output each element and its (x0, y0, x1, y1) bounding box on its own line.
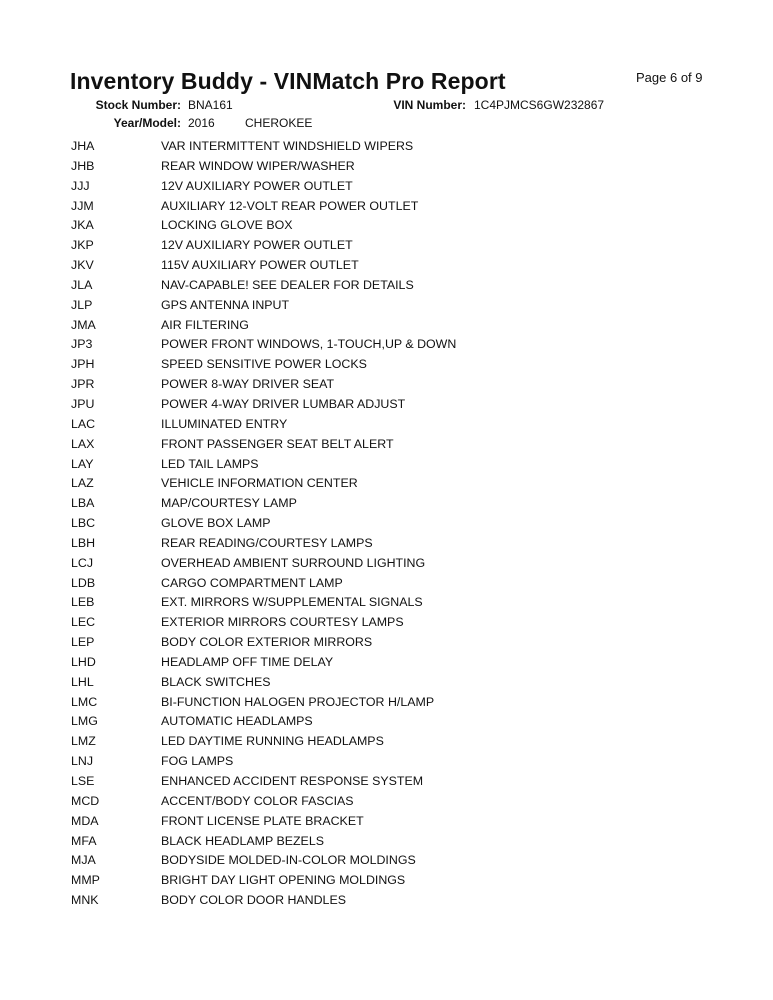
option-description: BODYSIDE MOLDED-IN-COLOR MOLDINGS (161, 853, 416, 868)
year-value: 2016 (188, 116, 215, 130)
option-row (71, 157, 456, 177)
option-row (71, 772, 456, 792)
option-description: GPS ANTENNA INPUT (161, 297, 290, 312)
option-row (71, 276, 456, 296)
option-code: MJA (71, 853, 96, 868)
option-code: LAC (71, 416, 96, 431)
option-code: JLA (71, 277, 93, 292)
option-row (71, 236, 456, 256)
option-row (71, 792, 456, 812)
option-description: FRONT LICENSE PLATE BRACKET (161, 813, 364, 828)
option-row (71, 673, 456, 693)
option-description: VEHICLE INFORMATION CENTER (161, 476, 358, 491)
option-code: LMC (71, 694, 98, 709)
option-row (71, 851, 456, 871)
option-code: LBH (71, 535, 96, 550)
option-row (71, 474, 456, 494)
option-code: JPR (71, 377, 95, 392)
option-code: LHD (71, 654, 96, 669)
option-description: VAR INTERMITTENT WINDSHIELD WIPERS (161, 139, 414, 153)
option-description: EXTERIOR MIRRORS COURTESY LAMPS (161, 615, 404, 630)
option-description: NAV-CAPABLE! SEE DEALER FOR DETAILS (161, 277, 414, 292)
option-row (71, 197, 456, 217)
option-description: POWER FRONT WINDOWS, 1-TOUCH,UP & DOWN (161, 337, 457, 352)
option-description: BODY COLOR DOOR HANDLES (161, 893, 346, 908)
stock-number-label: Stock Number: (95, 98, 181, 112)
report-title: Inventory Buddy - VINMatch Pro Report (70, 68, 506, 94)
option-code: MDA (71, 813, 99, 828)
option-code: JMA (71, 317, 96, 332)
option-code: JLP (71, 297, 93, 312)
option-row (71, 752, 456, 772)
option-code: JJJ (71, 178, 90, 193)
option-code: JP3 (71, 337, 93, 352)
option-row (71, 316, 456, 336)
option-description: HEADLAMP OFF TIME DELAY (161, 654, 334, 669)
option-code: LBC (71, 516, 96, 531)
option-description: CARGO COMPARTMENT LAMP (161, 575, 343, 590)
option-description: AUXILIARY 12-VOLT REAR POWER OUTLET (161, 198, 419, 213)
option-row (71, 375, 456, 395)
option-row (71, 534, 456, 554)
option-description: BLACK HEADLAMP BEZELS (161, 833, 324, 848)
option-description: 12V AUXILIARY POWER OUTLET (161, 238, 353, 253)
option-code: MCD (71, 793, 100, 808)
option-description: LED TAIL LAMPS (161, 456, 259, 471)
option-description: AIR FILTERING (161, 317, 249, 332)
option-code: LSE (71, 774, 95, 788)
option-row (71, 514, 456, 534)
option-code: LAZ (71, 476, 94, 491)
option-description: MAP/COURTESY LAMP (161, 496, 297, 511)
option-row (71, 554, 456, 574)
option-description: POWER 4-WAY DRIVER LUMBAR ADJUST (161, 396, 406, 411)
option-row (71, 415, 456, 435)
option-code: LHL (71, 674, 94, 689)
option-row (71, 216, 456, 236)
option-row (71, 633, 456, 653)
option-description: SPEED SENSITIVE POWER LOCKS (161, 357, 367, 372)
option-code: MMP (71, 873, 100, 888)
vin-number-value: 1C4PJMCS6GW232867 (474, 98, 605, 112)
option-row (71, 335, 456, 355)
option-row (71, 693, 456, 713)
model-value: CHEROKEE (245, 116, 313, 130)
option-row (71, 355, 456, 375)
option-row (71, 494, 456, 514)
option-code: LEC (71, 615, 96, 630)
option-code: LAY (71, 456, 94, 471)
page-number: Page 6 of 9 (636, 70, 703, 85)
option-code: LEP (71, 635, 95, 650)
option-code: LBA (71, 496, 95, 511)
option-code: JPU (71, 396, 95, 411)
option-description: FOG LAMPS (161, 754, 234, 769)
option-description: REAR READING/COURTESY LAMPS (161, 535, 373, 550)
option-row (71, 137, 456, 157)
option-code: JKA (71, 218, 94, 233)
option-description: BRIGHT DAY LIGHT OPENING MOLDINGS (161, 873, 406, 888)
option-code: MNK (71, 893, 99, 908)
option-description: ACCENT/BODY COLOR FASCIAS (161, 793, 354, 808)
option-code: MFA (71, 833, 97, 848)
option-row (71, 732, 456, 752)
option-description: ENHANCED ACCIDENT RESPONSE SYSTEM (161, 774, 424, 788)
vin-number-label: VIN Number: (393, 98, 466, 112)
option-description: AUTOMATIC HEADLAMPS (161, 714, 313, 729)
option-description: ILLUMINATED ENTRY (161, 416, 288, 431)
option-code: JJM (71, 198, 94, 213)
option-code: LCJ (71, 555, 94, 570)
option-row (71, 712, 456, 732)
option-description: OVERHEAD AMBIENT SURROUND LIGHTING (161, 555, 426, 570)
option-code: LMZ (71, 734, 96, 749)
year-model-label: Year/Model: (113, 116, 181, 130)
option-description: BLACK SWITCHES (161, 674, 271, 689)
option-code: JHB (71, 158, 95, 173)
option-row (71, 574, 456, 594)
option-code-list (71, 137, 456, 911)
option-description: REAR WINDOW WIPER/WASHER (161, 158, 355, 173)
option-row (71, 296, 456, 316)
option-code: LDB (71, 575, 96, 590)
option-description: GLOVE BOX LAMP (161, 516, 271, 531)
option-description: 115V AUXILIARY POWER OUTLET (161, 258, 359, 273)
option-description: LED DAYTIME RUNNING HEADLAMPS (161, 734, 384, 749)
option-row (71, 891, 456, 911)
option-code: JPH (71, 357, 95, 372)
option-code: JKP (71, 238, 94, 253)
option-description: EXT. MIRRORS W/SUPPLEMENTAL SIGNALS (161, 595, 423, 610)
option-description: FRONT PASSENGER SEAT BELT ALERT (161, 436, 394, 451)
option-row (71, 812, 456, 832)
option-row (71, 455, 456, 475)
option-row (71, 395, 456, 415)
option-row (71, 177, 456, 197)
option-row (71, 435, 456, 455)
option-row (71, 256, 456, 276)
stock-number-value: BNA161 (188, 98, 233, 112)
option-code: JHA (71, 139, 95, 153)
option-code: LAX (71, 436, 95, 451)
option-row (71, 593, 456, 613)
option-description: BODY COLOR EXTERIOR MIRRORS (161, 635, 373, 650)
option-description: POWER 8-WAY DRIVER SEAT (161, 377, 335, 392)
option-code: LNJ (71, 754, 94, 769)
option-description: BI-FUNCTION HALOGEN PROJECTOR H/LAMP (161, 694, 435, 709)
option-row (71, 832, 456, 852)
option-code: LEB (71, 595, 95, 610)
option-description: 12V AUXILIARY POWER OUTLET (161, 178, 353, 193)
option-code: LMG (71, 714, 98, 729)
option-row (71, 871, 456, 891)
option-description: LOCKING GLOVE BOX (161, 218, 293, 233)
option-row (71, 653, 456, 673)
option-code: JKV (71, 258, 94, 273)
option-row (71, 613, 456, 633)
